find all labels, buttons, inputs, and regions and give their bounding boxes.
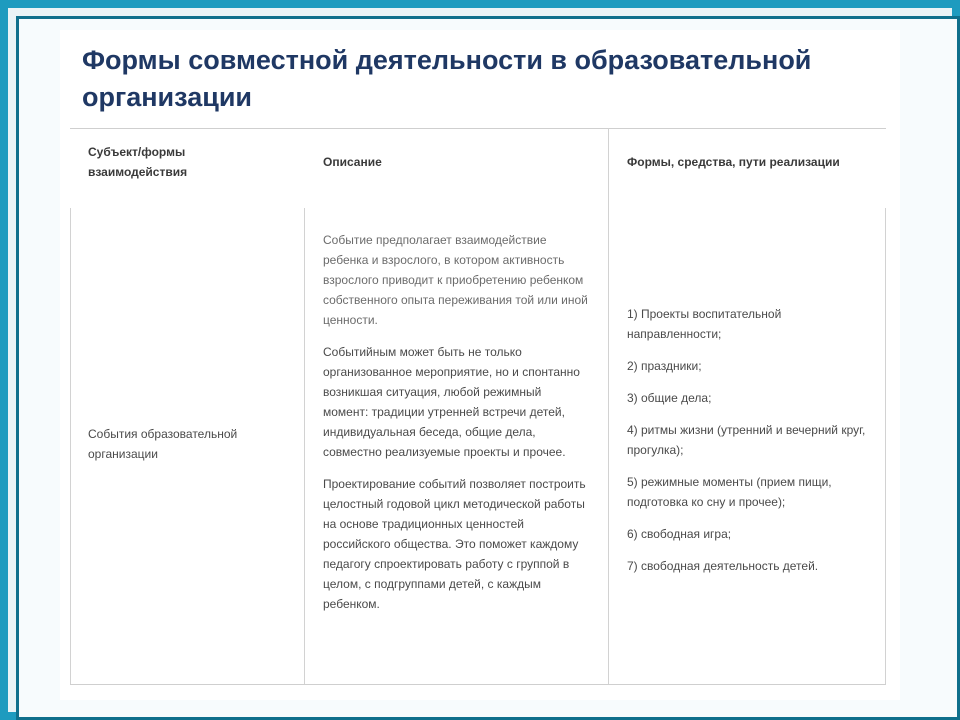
forms-list-item: 6) свободная игра;	[627, 527, 732, 541]
header-description: Описание	[323, 155, 382, 169]
forms-list-item: 7) свободная деятельность детей.	[627, 559, 819, 573]
header-subject: Субъект/формы взаимодействия	[88, 145, 188, 179]
description-paragraph: Событие предполагает взаимодействие ребенка и взрослого, в котором активность взрослого приводит к приобретению ребенком собственного опыта переживания той или иной ценности.	[323, 233, 588, 327]
forms-list-item: 4) ритмы жизни (утренний и вечерний круг, прогулка);	[627, 423, 866, 457]
forms-list-item: 1) Проекты воспитательной направленности;	[627, 307, 782, 341]
description-paragraph: Событийным может быть не только организованное мероприятие, но и спонтанно возникшая ситуация, любой режимный момент: традиции утренней встречи детей, индивидуальная беседа, общие дела, совместно реализуемые проекты и прочее.	[323, 345, 580, 459]
table-top-rule	[70, 128, 886, 129]
header-forms: Формы, средства, пути реализации	[627, 155, 840, 169]
column-divider-2	[608, 128, 609, 684]
page-title: Формы совместной деятельности в образовательной организации	[82, 45, 812, 112]
description-cell	[323, 230, 588, 626]
subject-cell: События образовательной организации	[88, 427, 238, 461]
forms-list-item: 5) режимные моменты (прием пищи, подготовка ко сну и прочее);	[627, 475, 832, 509]
description-paragraph: Проектирование событий позволяет построить целостный годовой цикл методической работы на основе традиционных ценностей российского общества. Это поможет каждому педагогу спроектировать работу с группой в целом, с подгруппами детей, с каждым ребенком.	[323, 477, 586, 611]
table-bottom-rule	[70, 684, 886, 685]
forms-list-item: 2) праздники;	[627, 359, 702, 373]
column-divider-3	[885, 208, 886, 684]
forms-list-item: 3) общие дела;	[627, 391, 712, 405]
column-divider-0	[70, 208, 71, 684]
forms-cell	[627, 304, 872, 588]
column-divider-1	[304, 208, 305, 684]
